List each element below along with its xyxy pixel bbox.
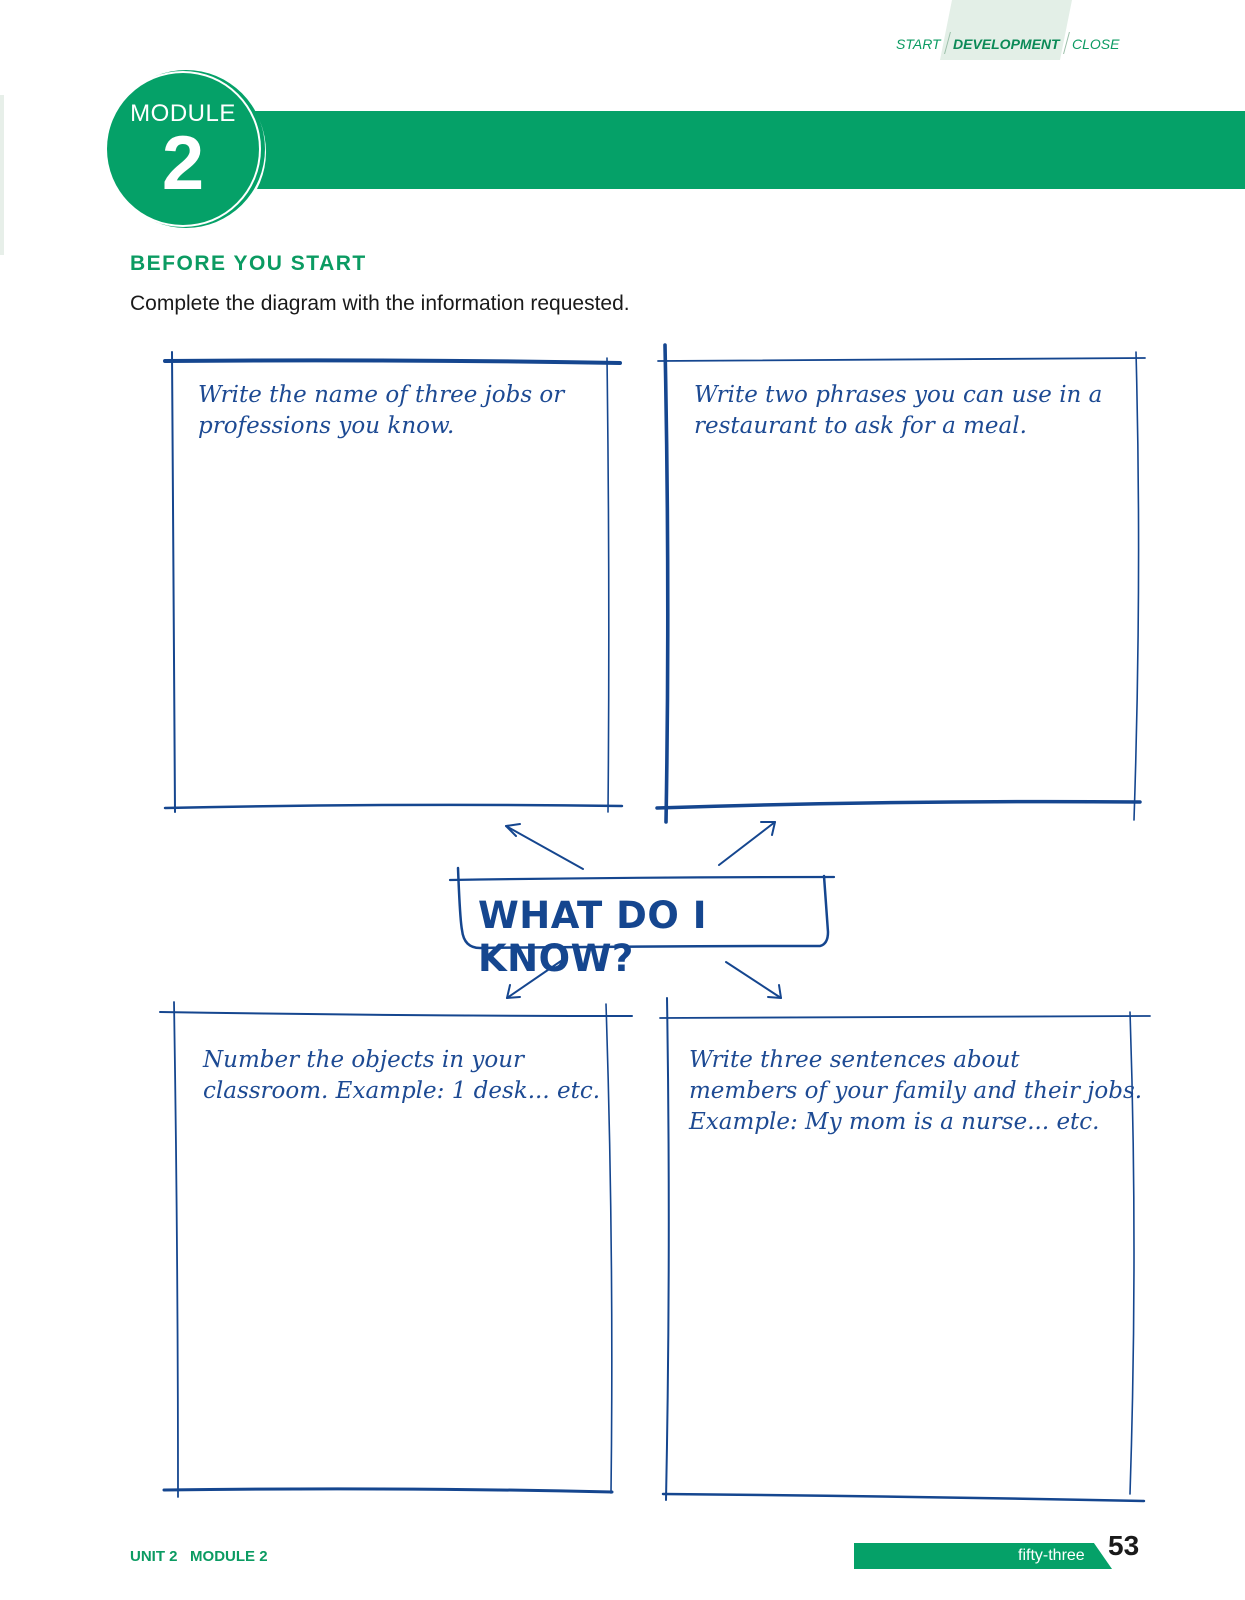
arrow-to-top-left [506,824,583,869]
arrow-to-top-right [719,822,775,865]
prompt-line: Write the name of three jobs or [198,382,565,408]
box-prompt-family [689,1045,1142,1138]
nav-development[interactable]: DEVELOPMENT [953,36,1060,52]
module-label: MODULE [130,100,236,127]
instruction-text: Complete the diagram with the information requested. [130,292,630,315]
module-number: 2 [161,121,205,206]
prompt-line: Number the objects in your [203,1047,525,1073]
prompt-line: restaurant to ask for a meal. [694,413,1027,439]
prompt-line: Write two phrases you can use in a [694,382,1103,408]
footer-unit-module [130,1548,268,1565]
prompt-line: Example: My mom is a nurse... etc. [689,1109,1100,1135]
footer-unit: UNIT 2 [130,1548,178,1565]
prompt-line: members of your family and their jobs. [689,1078,1143,1104]
box-prompt-classroom [203,1045,600,1107]
section-title: BEFORE YOU START [130,252,367,275]
box-prompt-restaurant [694,380,1102,442]
prompt-line: classroom. Example: 1 desk... etc. [203,1078,601,1104]
page-number: 53 [1108,1530,1140,1561]
nav-start[interactable]: START [896,36,941,52]
page-number-word: fifty-three [1018,1547,1085,1564]
prompt-line: professions you know. [198,413,455,439]
box-prompt-jobs [198,380,564,442]
nav-close[interactable]: CLOSE [1072,36,1120,52]
center-label: WHAT DO I KNOW? [478,894,707,980]
footer-module: MODULE 2 [190,1548,268,1565]
prompt-line: Write three sentences about [689,1047,1020,1073]
